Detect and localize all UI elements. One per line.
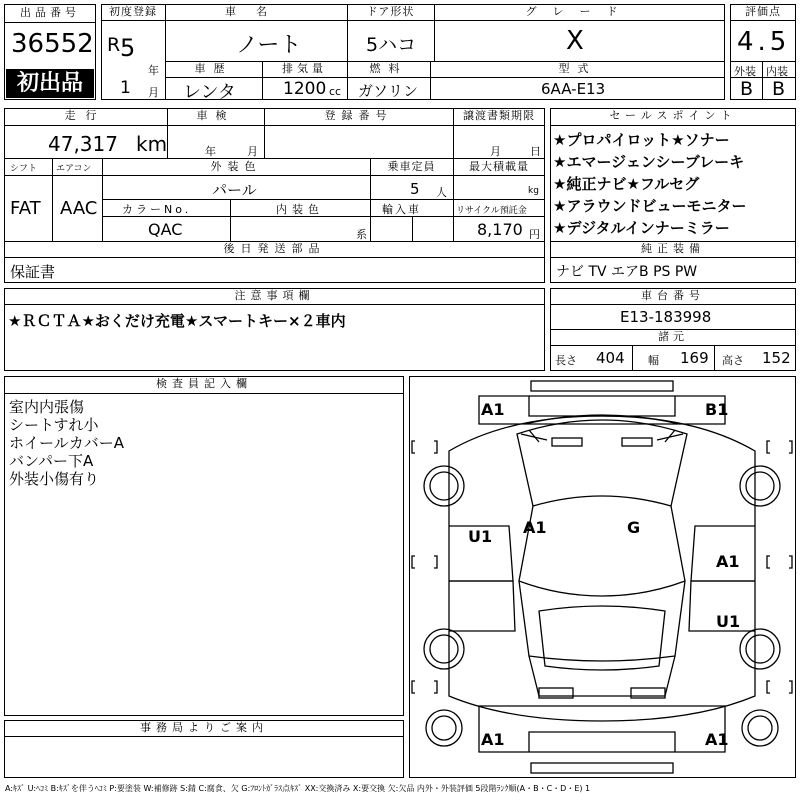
mileage: 47,317 <box>48 132 118 156</box>
door-type: 5ハコ <box>366 34 417 56</box>
month-unit: 月 <box>148 86 159 99</box>
color-no: QAC <box>148 220 183 239</box>
legend: A:ｷｽﾞ U:ﾍｺﾐ B:ｷｽﾞを伴うﾍｺﾐ P:要塗装 W:補修跡 S:錆 C:腐食、欠 G:ﾌﾛﾝﾄｶﾞﾗｽ点ｷｽﾞ XX:交換済み X:要交換 欠:欠品 内外・外装評価 5段階ﾗﾝｸ順(A・B・C・D・E) 1 <box>5 784 591 793</box>
door-label: ドア形状 <box>366 5 415 18</box>
year-unit: 年 <box>148 64 159 77</box>
damage-label-windshield: G <box>627 518 641 537</box>
history-label: 車歴 <box>194 62 233 75</box>
later-parts-label: 後日発送部品 <box>223 242 326 255</box>
displacement: 1200 <box>283 79 327 99</box>
inspector-line-1: 室内内張傷 <box>9 398 85 416</box>
car-diagram <box>409 376 796 778</box>
reg-month: 1 <box>120 78 131 98</box>
era: R <box>107 34 121 56</box>
displacement-unit: cc <box>329 85 342 98</box>
shift: FAT <box>10 198 41 219</box>
color-no-label: カラーNo. <box>122 203 192 216</box>
sales-point-2: ★エマージェンシーブレーキ <box>553 153 745 171</box>
sales-point-4: ★アラウンドビューモニター <box>553 197 747 215</box>
interior-grade: B <box>772 78 786 100</box>
seats-label: 乗車定員 <box>387 160 436 173</box>
model: 6AA-E13 <box>541 80 606 98</box>
lot-box <box>4 4 96 100</box>
load-unit: kg <box>528 186 539 196</box>
later-parts: 保証書 <box>10 263 56 281</box>
grade-label: グレード <box>525 5 634 18</box>
damage-label-rear-right: A1 <box>705 730 729 749</box>
ac-label: エアコン <box>56 164 92 174</box>
history: レンタ <box>183 82 236 103</box>
inspector-line-2: シートすれ小 <box>9 416 99 434</box>
exterior-label: 外装 <box>734 65 756 78</box>
dimensions-title: 諸元 <box>658 330 688 343</box>
car-name: ノート <box>236 33 302 58</box>
chassis-title: 車台番号 <box>641 289 705 302</box>
car-name-label: 車名 <box>225 5 287 18</box>
length-label: 長さ <box>555 354 577 367</box>
equipment-title: 純正装備 <box>641 242 705 255</box>
transfer-label: 譲渡書類期限 <box>463 109 535 122</box>
damage-label-front-right: B1 <box>705 400 729 419</box>
width: 169 <box>680 349 709 367</box>
lot-label: 出品番号 <box>20 6 80 19</box>
score-label: 評価点 <box>745 5 781 18</box>
inspector-line-5: 外装小傷有り <box>9 470 100 488</box>
height-label: 高さ <box>722 354 744 367</box>
exterior-grade: B <box>740 78 754 100</box>
model-label: 型式 <box>558 62 597 75</box>
damage-label-left-door: U1 <box>468 527 493 546</box>
inspector-line-3: ホイールカバーA <box>9 434 124 452</box>
notes-title: 注意事項欄 <box>234 289 315 302</box>
interior-label: 内装 <box>766 65 788 78</box>
int-color-suffix: 系 <box>356 228 367 241</box>
damage-label-right-door: A1 <box>716 552 740 571</box>
score: 4.5 <box>737 27 791 57</box>
registration-label: 初度登録 <box>109 5 157 18</box>
plate-label: 登録番号 <box>324 109 393 122</box>
chassis-number: E13-183998 <box>620 308 712 326</box>
shift-label: シフト <box>10 164 38 174</box>
fuel: ガソリン <box>358 82 419 100</box>
mileage-unit: km <box>136 132 168 156</box>
ext-color: パール <box>212 181 257 199</box>
inspection-year-unit: 年 <box>205 145 216 158</box>
inspector-title: 検査員記入欄 <box>156 377 252 390</box>
int-color-label: 内装色 <box>276 203 324 216</box>
notes-text: ★ＲＣＴＡ★おくだけ充電★スマートキー×２車内 <box>8 312 346 330</box>
lot-number: 36552 <box>11 29 94 59</box>
first-listing-badge: 初出品 <box>6 69 94 98</box>
import-label: 輸入車 <box>382 203 421 216</box>
office-title: 事務局よりご案内 <box>140 721 268 734</box>
sales-point-5: ★デジタルインナーミラー <box>553 219 730 237</box>
sales-point-3: ★純正ナビ★フルセグ <box>553 175 700 193</box>
fuel-label: 燃料 <box>369 62 408 75</box>
damage-label-right-rear-door: U1 <box>716 612 741 631</box>
ext-color-label: 外装色 <box>210 160 262 173</box>
damage-label-rear-left: A1 <box>481 730 505 749</box>
damage-label-windshield-left: A1 <box>523 518 547 537</box>
sales-points-title: セールスポイント <box>609 109 737 122</box>
length: 404 <box>596 349 625 367</box>
reg-year: 5 <box>120 34 136 62</box>
displacement-label: 排気量 <box>282 62 327 75</box>
load-label: 最大積載量 <box>469 160 529 173</box>
recycle: 8,170 <box>477 220 523 239</box>
recycle-unit: 円 <box>529 228 540 241</box>
grade: X <box>566 26 584 56</box>
transfer-day-unit: 日 <box>530 145 541 158</box>
inspector-line-4: バンパー下A <box>9 452 94 470</box>
transfer-month-unit: 月 <box>490 145 501 158</box>
seats: 5 <box>410 180 420 198</box>
width-label: 幅 <box>648 354 659 367</box>
seats-unit: 人 <box>436 186 447 199</box>
inspection-label: 車検 <box>196 109 235 122</box>
height: 152 <box>762 349 791 367</box>
sales-point-1: ★プロパイロット★ソナー <box>553 131 730 149</box>
inspection-month-unit: 月 <box>247 145 258 158</box>
damage-label-front-left: A1 <box>481 400 505 419</box>
mileage-label: 走行 <box>64 109 107 122</box>
ac: AAC <box>60 198 98 219</box>
recycle-label: リサイクル預託金 <box>456 206 527 216</box>
equipment-items: ナビ TV エアB PS PW <box>556 264 698 280</box>
